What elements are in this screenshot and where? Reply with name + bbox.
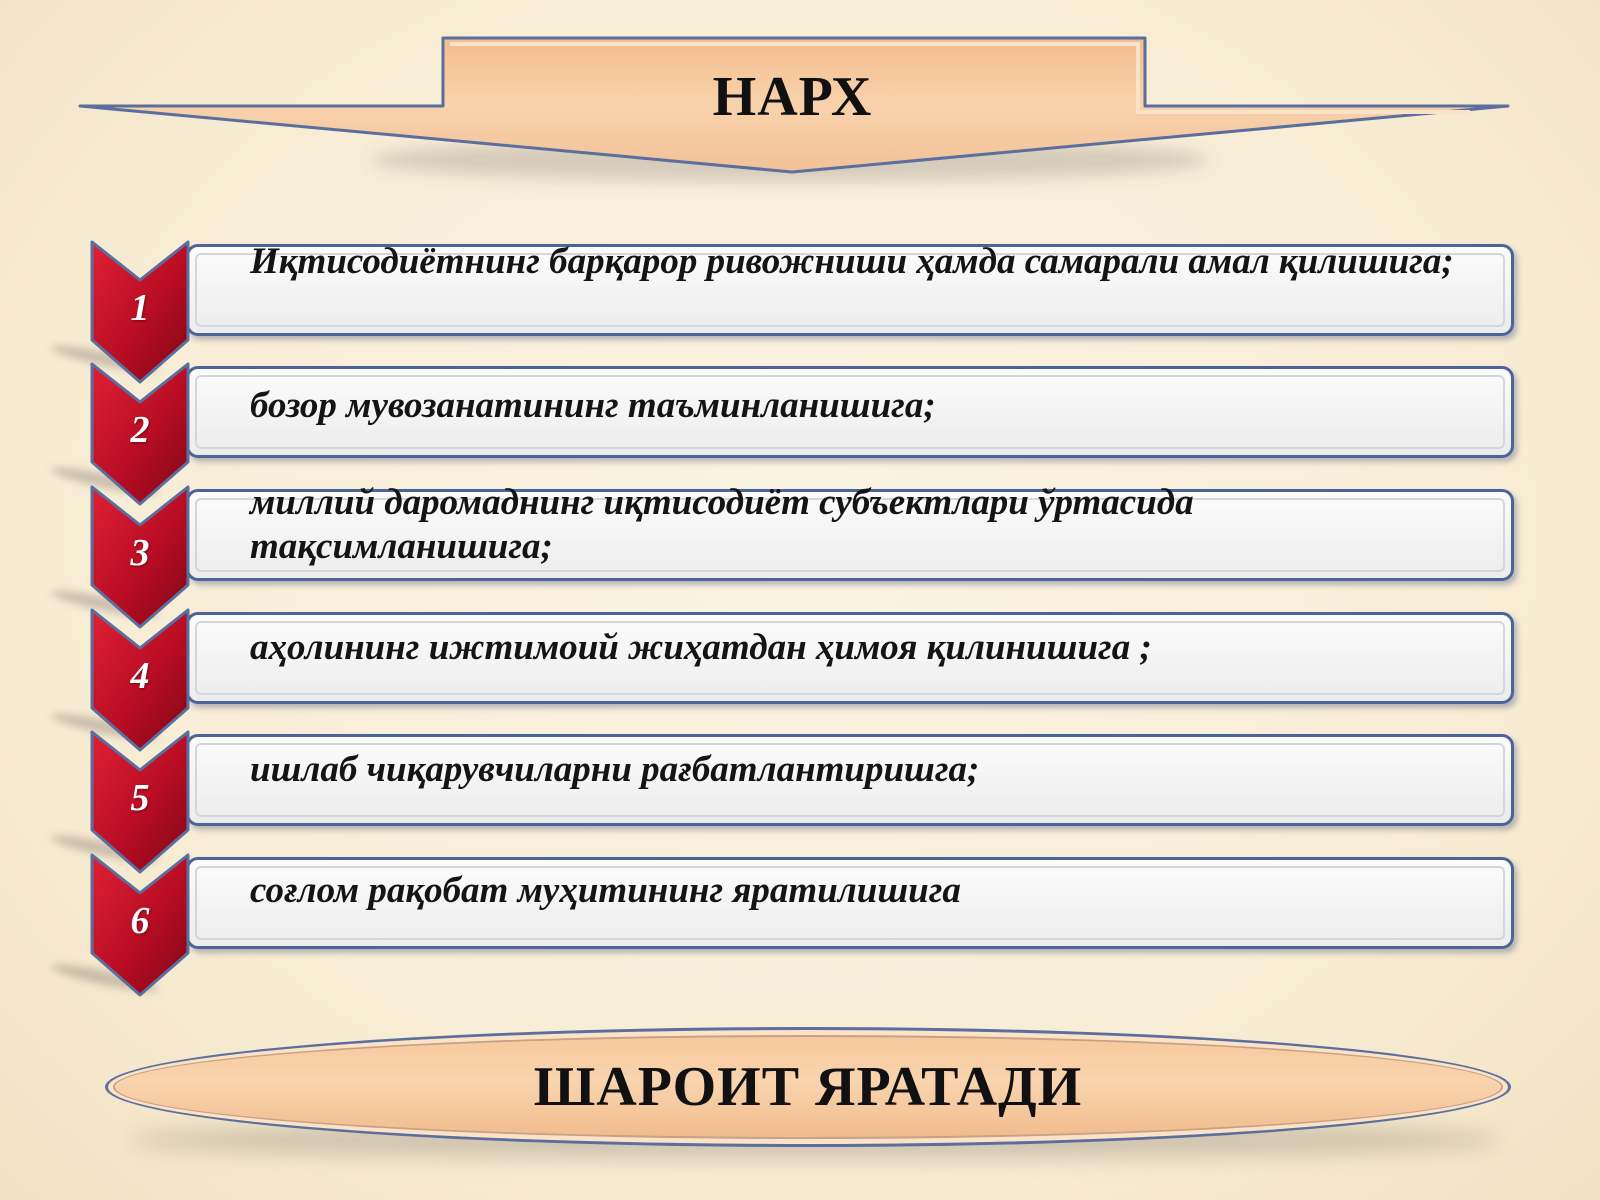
item-text: ишлаб чиқарувчиларни рағбатлантиришга;: [250, 749, 980, 790]
item-number: 6: [130, 900, 150, 942]
footer-oval: [105, 1027, 1511, 1147]
list-item: [90, 362, 1520, 482]
item-number: 5: [130, 777, 150, 819]
footer-title: ШАРОИТ ЯРАТАДИ: [533, 1056, 1083, 1118]
item-text: бозор мувозанатининг таъминланишига;: [250, 385, 936, 426]
item-text: соғлом рақобат муҳитининг яратилишига: [250, 870, 961, 911]
list-item: [90, 853, 1520, 973]
list-item: [90, 608, 1520, 728]
item-number: 1: [130, 287, 150, 329]
list-item: [90, 730, 1520, 850]
item-text: аҳолининг ижтимоий жиҳатдан ҳимоя қилинишига ;: [250, 627, 1152, 668]
list-item: [90, 482, 1520, 605]
item-number: 4: [130, 655, 150, 697]
item-number: 2: [130, 409, 150, 451]
list-item: [90, 240, 1520, 360]
header-title: НАРХ: [712, 66, 873, 128]
item-number: 3: [130, 532, 150, 574]
item-text: Иқтисодиётнинг барқарор ривожниши ҳамда самарали амал қилишига;: [250, 241, 1454, 282]
item-text: миллий даромаднинг иқтисодиёт субъектлари ўртасида тақсимланишига;: [250, 482, 1194, 567]
